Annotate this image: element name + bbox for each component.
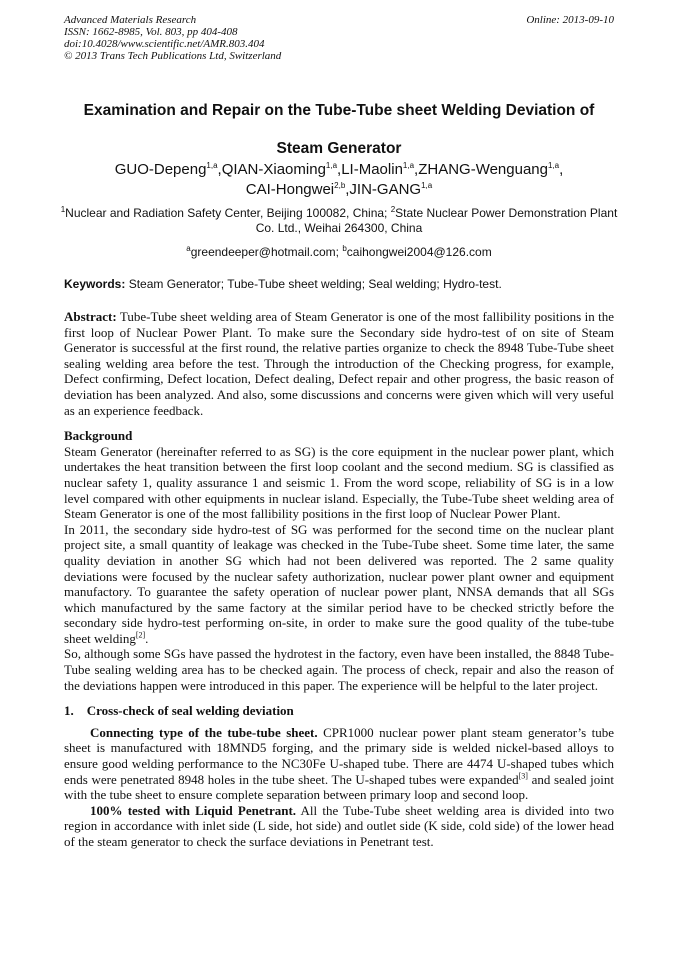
citation: [3] [518, 771, 528, 781]
paragraph: Steam Generator (hereinafter referred to as SG) is the core equipment in the nuclear power plant, which undertakes the heat transition between the first loop coolant and the second medium. SG is classified as nuclear safety 1, quality assurance 1 and seismic 1. From the word scope, reliability of SG is in a low level compared with other equipments in nuclear island. Especially, the Tube-Tube sheet welding area of Steam Generator is one of the most fallibility positions in the first loop of Nuclear Power Plant. [64, 443, 614, 522]
author: ,LI-Maolin [337, 161, 403, 178]
heading-text: Background [64, 428, 133, 444]
author-sup: 2,b [334, 181, 346, 190]
email-b: caihongwei2004@126.com [346, 245, 492, 259]
body-text [64, 309, 614, 850]
paragraph-text: and sealed joint with the tube sheet to ensure complete separation between primary loop and second loop. [64, 771, 614, 803]
author-sup: 1,a [547, 161, 560, 170]
affiliation-2: State Nuclear Power Demonstration Plant Co. Ltd., Weihai 264300, China [255, 206, 618, 235]
author: ,JIN-GANG [345, 181, 422, 198]
aff-sup: 2 [390, 205, 396, 214]
paragraph [64, 803, 614, 850]
author: CAI-Hongwei [245, 181, 335, 198]
keywords-label: Keywords: [64, 277, 126, 291]
section-number: 1. [64, 703, 74, 719]
author-separator: , [559, 161, 564, 178]
section-title: Cross-check of seal welding deviation [86, 703, 294, 719]
doi: doi:10.4028/www.scientific.net/AMR.803.404 [64, 38, 265, 50]
author-sup: 1,a [325, 161, 338, 170]
paragraph-text: CPR1000 nuclear power plant steam generator’s tube sheet is manufactured with 18MND5 forging, and the primary side is welded nickel-based alloys to ensure good welding performance to the NC30Fe U-shaped tube. There are 4474 U-shaped tubes which ends were penetrated 8948 holes in the tube sheet. The U-shaped tubes were expanded [64, 724, 614, 787]
section-heading [64, 703, 614, 719]
online-date: Online: 2013-09-10 [526, 14, 614, 26]
title-line-1: Examination and Repair on the Tube-Tube sheet Welding Deviation of [83, 102, 595, 119]
authors [40, 160, 638, 200]
author-sup: 1,a [402, 161, 415, 170]
paper-title [40, 92, 638, 168]
journal-header [64, 14, 614, 62]
abstract-text: Tube-Tube sheet welding area of Steam Generator is one of the most fallibility positions in the first loop of Nuclear Power Plant. To make sure the Secondary side hydro-test of on site of Steam Generator is successful at the first round, the relative parties organize to check the 8948 Tube-Tube sheet sealing welding area before the test. Through the introduction of the Checking progress, for example, Defect confirming, Defect location, Defect dealing, Defect repair and other progress, the basic reason of deviation has been analyzed. And also, some discussions and concerns were given which will very useful as an experience feedback. [64, 309, 614, 418]
author: ,ZHANG-Wenguang [414, 161, 548, 178]
paragraph [64, 522, 614, 647]
issn: ISSN: 1662-8985, Vol. 803, pp 404-408 [64, 26, 238, 38]
affiliation-1: Nuclear and Radiation Safety Center, Beijing 100082, China; [65, 206, 391, 220]
citation: [2] [135, 630, 146, 640]
background-heading [64, 428, 614, 444]
paragraph [64, 725, 614, 803]
run-in-heading: 100% tested with Liquid Penetrant. [90, 802, 297, 818]
paragraph: So, although some SGs have passed the hydrotest in the factory, even have been installed, the 8848 Tube-Tube sealing welding area has to be checked again. The process of check, repair and also the reason of the deviations happen were introduced in this paper. The experience will be helpful to the later project. [64, 646, 614, 693]
run-in-heading: Connecting type of the tube-tube sheet. [90, 724, 318, 740]
abstract [64, 309, 614, 418]
emails [40, 245, 638, 259]
paragraph-text: All the Tube-Tube sheet welding area is divided into two region in accordance with inlet side (L side, hot side) and outlet side (K side, cold side) of the lower head of the steam generator to check the surface deviations in Penetrant test. [64, 802, 615, 849]
affiliations [50, 206, 628, 236]
keywords [64, 277, 624, 291]
abstract-label: Abstract: [64, 309, 117, 324]
paragraph-text: In 2011, the secondary side hydro-test of SG was performed for the second time on the nuclear plant project site, a small quantity of leakage was checked in the Tube-Tube sheet. Some time later, the same quality deviation in another SG which had not been delivered was reported. The 2 same quality deviations were focused by the nuclear safety authorization, nuclear power plant owner and equipment manufactory. To guarantee the safety operation of nuclear power plant, NNSA demands that all SGs which manufactured by the same factory at the similar period have to be checked strictly before the secondary side hydro-test performing on-site, in order to make sure the good quality of the tube-tube sheet welding [64, 521, 614, 646]
journal-name: Advanced Materials Research [64, 14, 197, 26]
author-sup: 1,a [206, 161, 218, 170]
paragraph-text: . [145, 630, 149, 646]
aff-sup: 1 [60, 205, 66, 214]
author-sup: 1,a [421, 181, 433, 190]
author: ,QIAN-Xiaoming [217, 161, 326, 178]
email-sup: a [186, 244, 191, 253]
email-a: greendeeper@hotmail.com; [190, 245, 343, 259]
copyright: © 2013 Trans Tech Publications Ltd, Switzerland [64, 50, 282, 62]
keywords-text: Steam Generator; Tube-Tube sheet welding; Seal welding; Hydro-test. [125, 277, 502, 291]
email-sup: b [342, 244, 347, 253]
author: GUO-Depeng [114, 161, 207, 178]
title-line-2: Steam Generator [276, 140, 402, 157]
